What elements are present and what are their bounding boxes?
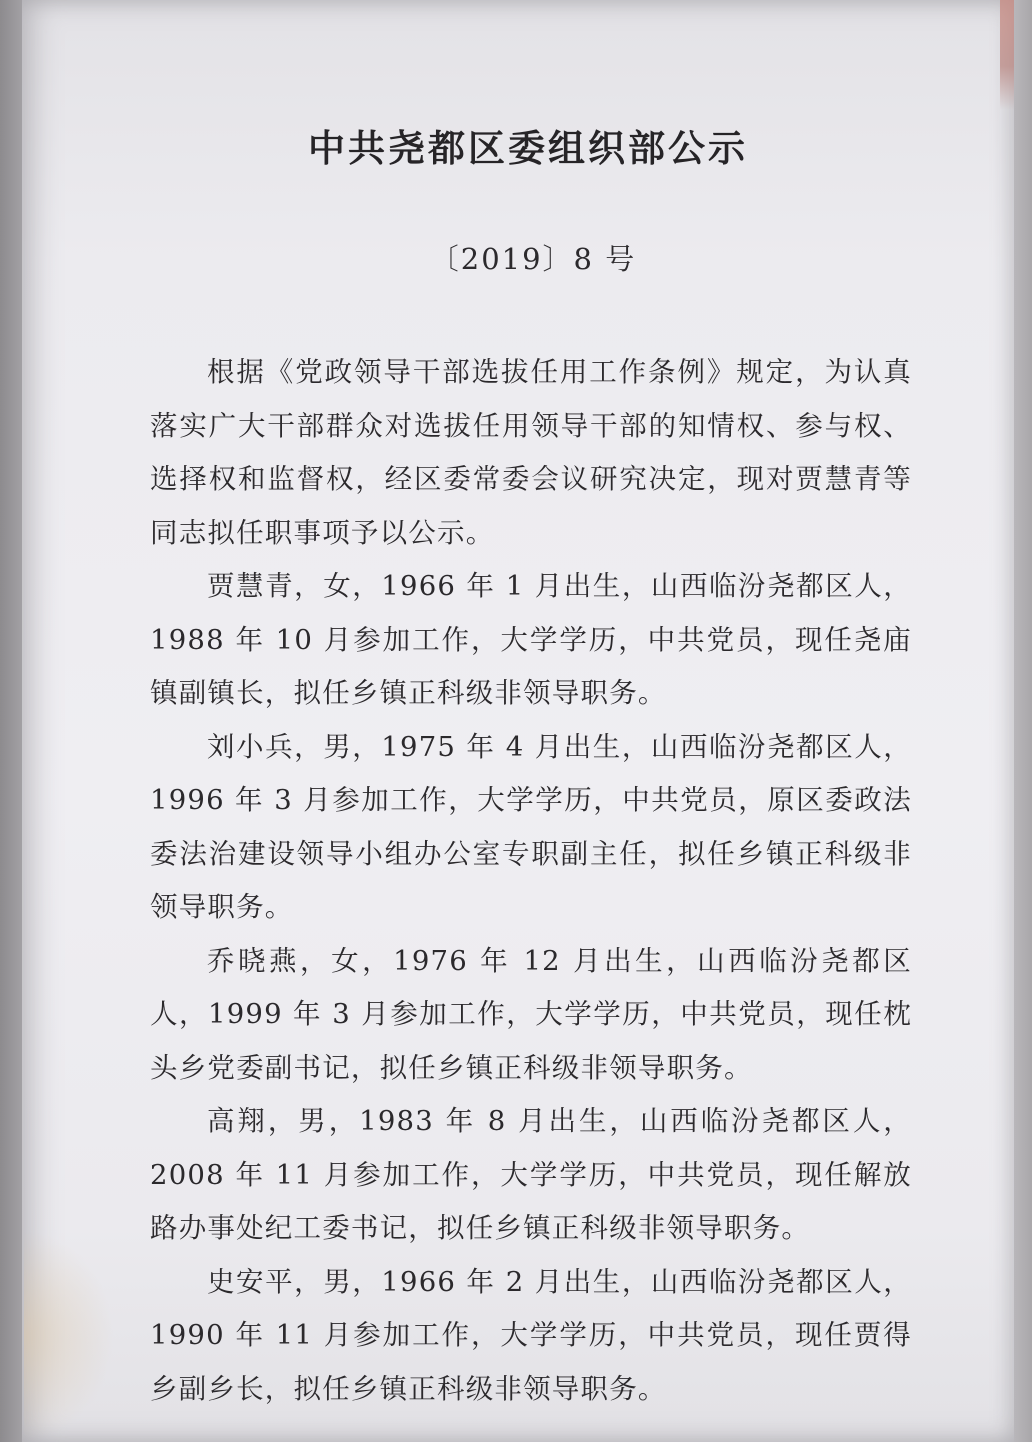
candidate-paragraph-qiao-xiaoyan: 乔晓燕，女，1976 年 12 月出生，山西临汾尧都区人，1999 年 3 月参加工作，大学学历，中共党员，现任枕头乡党委副书记，拟任乡镇正科级非领导职务。 (150, 944, 912, 1084)
document-number: 〔2019〕8 号 (429, 242, 637, 276)
candidate-paragraph-shi-anping: 史安平，男，1966 年 2 月出生，山西临汾尧都区人，1990 年 11 月参加工作，大学学历，中共党员，现任贾得乡副乡长，拟任乡镇正科级非领导职务。 (150, 1265, 912, 1405)
candidate-paragraph-liu-xiaobing: 刘小兵，男，1975 年 4 月出生，山西临汾尧都区人，1996 年 3 月参加工作，大学学历，中共党员，原区委政法委法治建设领导小组办公室专职副主任，拟任乡镇正科级非领导职务。 (150, 730, 912, 923)
paper-sheet (22, 0, 1014, 1442)
red-edge-mark (1000, 0, 1014, 110)
paper-stain (24, 1230, 114, 1442)
intro-paragraph: 根据《党政领导干部选拔任用工作条例》规定，为认真落实广大干部群众对选拔任用领导干部的知情权、参与权、选择权和监督权，经区委常委会议研究决定，现对贾慧青等同志拟任职事项予以公示。 (150, 356, 912, 549)
candidate-paragraph-jia-huiqing: 贾慧青，女，1966 年 1 月出生，山西临汾尧都区人，1988 年 10 月参加工作，大学学历，中共党员，现任尧庙镇副镇长，拟任乡镇正科级非领导职务。 (150, 570, 912, 709)
document-body (150, 346, 912, 1416)
candidate-paragraph-gao-xiang: 高翔，男，1983 年 8 月出生，山西临汾尧都区人，2008 年 11 月参加工作，大学学历，中共党员，现任解放路办事处纪工委书记，拟任乡镇正科级非领导职务。 (150, 1105, 912, 1244)
document-title: 中共尧都区委组织部公示 (308, 127, 748, 170)
